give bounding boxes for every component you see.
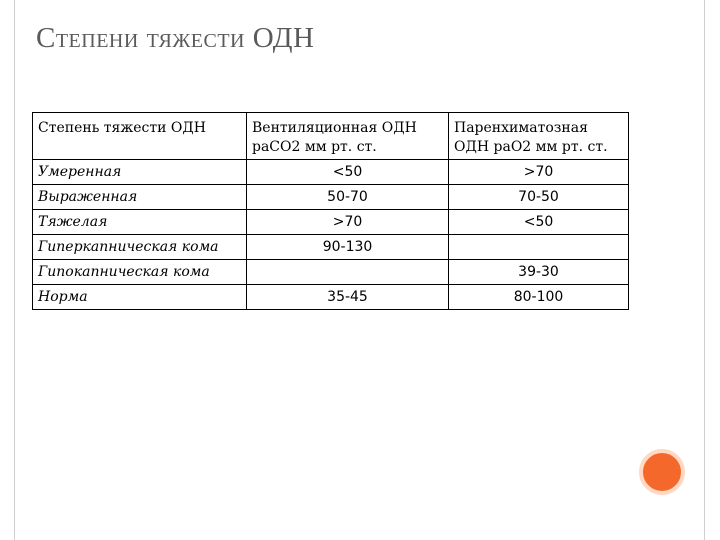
par-value: 70-50 bbox=[449, 185, 629, 210]
vent-value: <50 bbox=[247, 160, 449, 185]
par-value: 39-30 bbox=[449, 260, 629, 285]
header-severity: Степень тяжести ОДН bbox=[33, 113, 247, 160]
vent-value: 35-45 bbox=[247, 285, 449, 310]
table-row bbox=[33, 210, 629, 235]
row-label: Норма bbox=[33, 285, 247, 310]
table-row bbox=[33, 235, 629, 260]
severity-table bbox=[32, 112, 629, 310]
par-value: 80-100 bbox=[449, 285, 629, 310]
row-label: Умеренная bbox=[33, 160, 247, 185]
table-row bbox=[33, 260, 629, 285]
vent-value bbox=[247, 260, 449, 285]
table-row bbox=[33, 185, 629, 210]
row-label: Выраженная bbox=[33, 185, 247, 210]
table-header-row bbox=[33, 113, 629, 160]
row-label: Тяжелая bbox=[33, 210, 247, 235]
slide-title: Степени тяжести ОДН bbox=[36, 22, 315, 54]
row-label: Гипокапническая кома bbox=[33, 260, 247, 285]
header-parenchymal: Паренхиматозная ОДН paO2 мм рт. ст. bbox=[449, 113, 629, 160]
par-value bbox=[449, 235, 629, 260]
row-label: Гиперкапническая кома bbox=[33, 235, 247, 260]
decorative-circle bbox=[639, 449, 685, 495]
table-row bbox=[33, 160, 629, 185]
table-row bbox=[33, 285, 629, 310]
vent-value: 50-70 bbox=[247, 185, 449, 210]
par-value: <50 bbox=[449, 210, 629, 235]
vent-value: >70 bbox=[247, 210, 449, 235]
par-value: >70 bbox=[449, 160, 629, 185]
header-ventilation: Вентиляционная ОДН paCO2 мм рт. ст. bbox=[247, 113, 449, 160]
vent-value: 90-130 bbox=[247, 235, 449, 260]
